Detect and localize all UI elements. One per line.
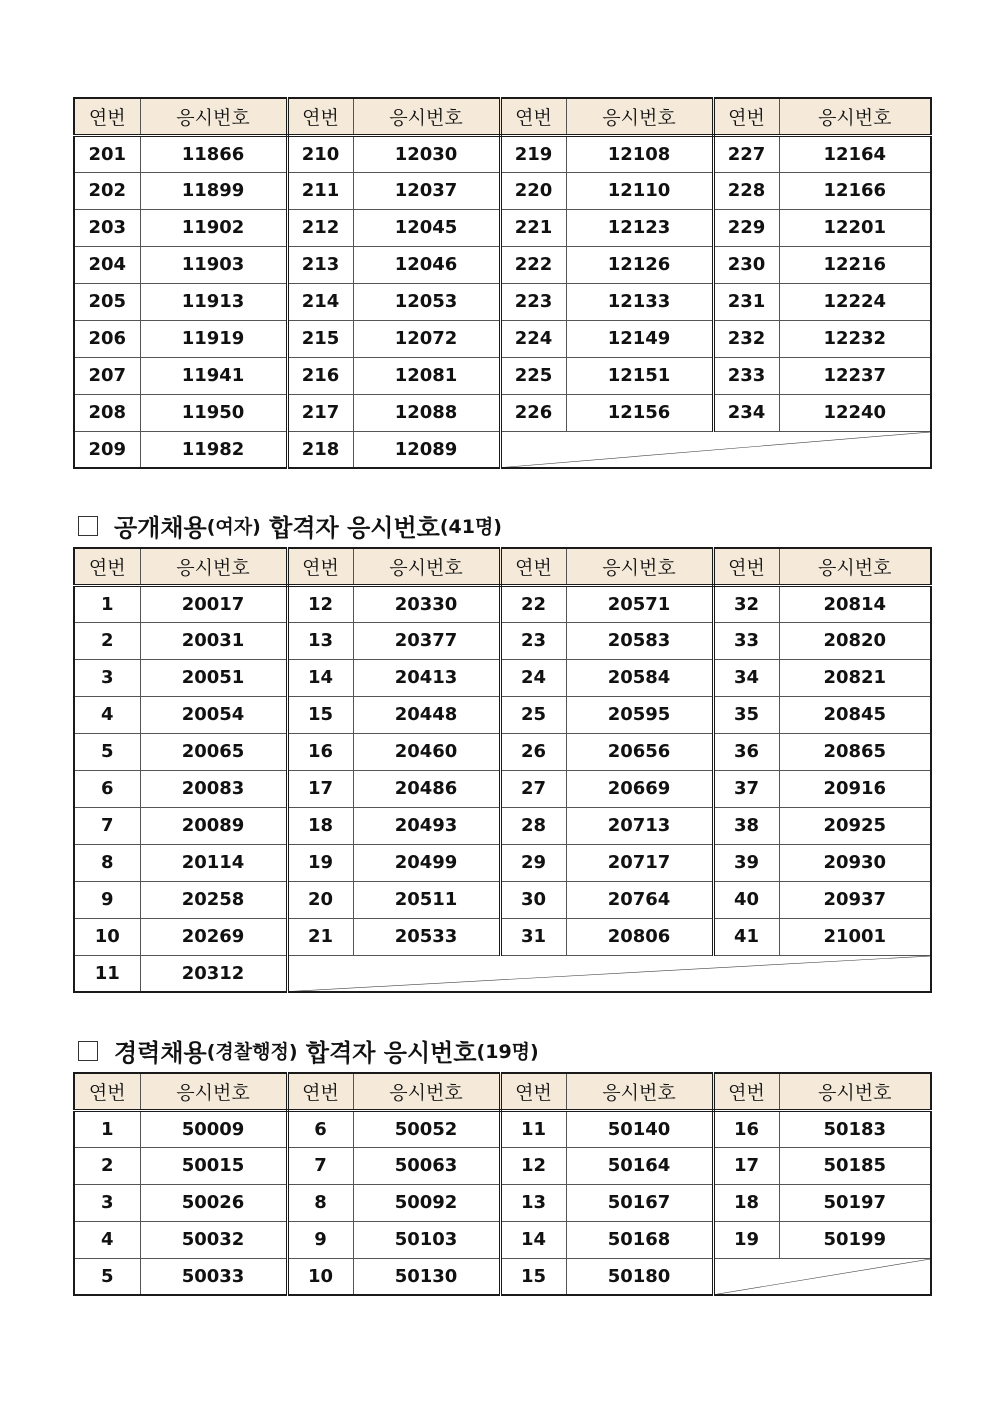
seq-cell: 12 xyxy=(287,585,353,622)
seq-cell: 15 xyxy=(500,1258,566,1295)
seq-cell: 226 xyxy=(500,394,566,431)
seq-cell: 1 xyxy=(74,1110,140,1147)
exam-number-cell: 12126 xyxy=(566,246,713,283)
exam-number-cell: 50052 xyxy=(353,1110,500,1147)
exam-number-cell: 20713 xyxy=(566,807,713,844)
exam-number-cell: 20584 xyxy=(566,659,713,696)
exam-number-cell: 11902 xyxy=(140,209,287,246)
exam-number-cell: 20669 xyxy=(566,770,713,807)
seq-cell: 9 xyxy=(74,881,140,918)
exam-number-cell: 50183 xyxy=(779,1110,931,1147)
table-header-row xyxy=(74,548,931,585)
seq-cell: 29 xyxy=(500,844,566,881)
exam-number-cell: 12151 xyxy=(566,357,713,394)
seq-cell: 4 xyxy=(74,696,140,733)
seq-cell: 222 xyxy=(500,246,566,283)
seq-cell: 10 xyxy=(74,918,140,955)
exam-number-cell: 12046 xyxy=(353,246,500,283)
header-exam-number: 응시번호 xyxy=(566,548,713,585)
table-row xyxy=(74,807,931,844)
exam-number-cell: 50009 xyxy=(140,1110,287,1147)
exam-number-cell: 20269 xyxy=(140,918,287,955)
exam-number-cell: 12072 xyxy=(353,320,500,357)
exam-number-cell: 20017 xyxy=(140,585,287,622)
seq-cell: 231 xyxy=(713,283,779,320)
exam-number-cell: 11919 xyxy=(140,320,287,357)
header-seq: 연번 xyxy=(74,548,140,585)
seq-cell: 223 xyxy=(500,283,566,320)
exam-number-cell: 50063 xyxy=(353,1147,500,1184)
table-row xyxy=(74,622,931,659)
seq-cell: 28 xyxy=(500,807,566,844)
exam-number-cell: 12045 xyxy=(353,209,500,246)
seq-cell: 234 xyxy=(713,394,779,431)
diagonal-line xyxy=(502,432,931,468)
seq-cell: 8 xyxy=(74,844,140,881)
table-row xyxy=(74,881,931,918)
empty-cell-diagonal xyxy=(287,955,931,992)
seq-cell: 2 xyxy=(74,622,140,659)
seq-cell: 6 xyxy=(74,770,140,807)
table-row xyxy=(74,733,931,770)
exam-number-cell: 20806 xyxy=(566,918,713,955)
exam-number-cell: 20114 xyxy=(140,844,287,881)
exam-number-cell: 12166 xyxy=(779,172,931,209)
header-exam-number: 응시번호 xyxy=(140,98,287,135)
header-exam-number: 응시번호 xyxy=(140,1073,287,1110)
seq-cell: 215 xyxy=(287,320,353,357)
exam-number-cell: 20511 xyxy=(353,881,500,918)
exam-number-cell: 12110 xyxy=(566,172,713,209)
seq-cell: 7 xyxy=(287,1147,353,1184)
exam-number-cell: 20821 xyxy=(779,659,931,696)
section-title-main: 경력채용 xyxy=(114,1039,207,1067)
header-seq: 연번 xyxy=(500,98,566,135)
seq-cell: 212 xyxy=(287,209,353,246)
seq-cell: 37 xyxy=(713,770,779,807)
exam-number-cell: 20054 xyxy=(140,696,287,733)
exam-number-cell: 12224 xyxy=(779,283,931,320)
seq-cell: 39 xyxy=(713,844,779,881)
exam-number-cell: 20916 xyxy=(779,770,931,807)
exam-number-cell: 20937 xyxy=(779,881,931,918)
exam-number-cell: 20083 xyxy=(140,770,287,807)
exam-number-cell: 12156 xyxy=(566,394,713,431)
seq-cell: 13 xyxy=(500,1184,566,1221)
seq-cell: 5 xyxy=(74,1258,140,1295)
seq-cell: 216 xyxy=(287,357,353,394)
exam-number-cell: 20717 xyxy=(566,844,713,881)
seq-cell: 233 xyxy=(713,357,779,394)
header-seq: 연번 xyxy=(287,1073,353,1110)
seq-cell: 229 xyxy=(713,209,779,246)
exam-number-cell: 50168 xyxy=(566,1221,713,1258)
seq-cell: 205 xyxy=(74,283,140,320)
exam-number-cell: 21001 xyxy=(779,918,931,955)
seq-cell: 20 xyxy=(287,881,353,918)
checkbox-square-icon xyxy=(78,516,98,536)
exam-number-cell: 50026 xyxy=(140,1184,287,1221)
seq-cell: 17 xyxy=(287,770,353,807)
exam-number-cell: 50032 xyxy=(140,1221,287,1258)
exam-number-cell: 20533 xyxy=(353,918,500,955)
table-row xyxy=(74,394,931,431)
seq-cell: 34 xyxy=(713,659,779,696)
seq-cell: 17 xyxy=(713,1147,779,1184)
seq-cell: 40 xyxy=(713,881,779,918)
header-seq: 연번 xyxy=(74,1073,140,1110)
seq-cell: 203 xyxy=(74,209,140,246)
seq-cell: 23 xyxy=(500,622,566,659)
header-exam-number: 응시번호 xyxy=(353,548,500,585)
exam-number-cell: 12123 xyxy=(566,209,713,246)
exam-number-cell: 50092 xyxy=(353,1184,500,1221)
table-row xyxy=(74,585,931,622)
table-row xyxy=(74,1110,931,1147)
seq-cell: 9 xyxy=(287,1221,353,1258)
header-seq: 연번 xyxy=(500,548,566,585)
seq-cell: 18 xyxy=(287,807,353,844)
seq-cell: 11 xyxy=(500,1110,566,1147)
table-row xyxy=(74,1147,931,1184)
seq-cell: 14 xyxy=(500,1221,566,1258)
seq-cell: 27 xyxy=(500,770,566,807)
exam-number-cell: 50130 xyxy=(353,1258,500,1295)
exam-number-cell: 50164 xyxy=(566,1147,713,1184)
exam-number-cell: 20925 xyxy=(779,807,931,844)
header-seq: 연번 xyxy=(287,98,353,135)
seq-cell: 26 xyxy=(500,733,566,770)
exam-number-cell: 50033 xyxy=(140,1258,287,1295)
seq-cell: 232 xyxy=(713,320,779,357)
header-exam-number: 응시번호 xyxy=(353,1073,500,1110)
seq-cell: 32 xyxy=(713,585,779,622)
seq-cell: 33 xyxy=(713,622,779,659)
exam-number-cell: 11866 xyxy=(140,135,287,172)
seq-cell: 211 xyxy=(287,172,353,209)
exam-number-cell: 12081 xyxy=(353,357,500,394)
results-table-female xyxy=(73,547,932,993)
seq-cell: 202 xyxy=(74,172,140,209)
exam-number-cell: 20595 xyxy=(566,696,713,733)
exam-number-cell: 11982 xyxy=(140,431,287,468)
seq-cell: 31 xyxy=(500,918,566,955)
exam-number-cell: 20051 xyxy=(140,659,287,696)
seq-cell: 221 xyxy=(500,209,566,246)
seq-cell: 3 xyxy=(74,1184,140,1221)
seq-cell: 16 xyxy=(713,1110,779,1147)
header-seq: 연번 xyxy=(713,98,779,135)
seq-cell: 207 xyxy=(74,357,140,394)
seq-cell: 38 xyxy=(713,807,779,844)
table-row xyxy=(74,1184,931,1221)
table-header-row xyxy=(74,1073,931,1110)
seq-cell: 204 xyxy=(74,246,140,283)
seq-cell: 209 xyxy=(74,431,140,468)
section-title-count: (41명) xyxy=(439,516,502,538)
section-title-count: (19명) xyxy=(476,1041,539,1063)
seq-cell: 1 xyxy=(74,585,140,622)
section-title-paren: (여자) xyxy=(206,516,261,538)
exam-number-cell: 50197 xyxy=(779,1184,931,1221)
exam-number-cell: 20486 xyxy=(353,770,500,807)
exam-number-cell: 12240 xyxy=(779,394,931,431)
seq-cell: 14 xyxy=(287,659,353,696)
seq-cell: 224 xyxy=(500,320,566,357)
exam-number-cell: 20583 xyxy=(566,622,713,659)
table-row xyxy=(74,918,931,955)
table-row xyxy=(74,1258,931,1295)
section-title-rest: 합격자 응시번호 xyxy=(297,1039,477,1067)
header-exam-number: 응시번호 xyxy=(566,98,713,135)
seq-cell: 214 xyxy=(287,283,353,320)
seq-cell: 201 xyxy=(74,135,140,172)
exam-number-cell: 20460 xyxy=(353,733,500,770)
seq-cell: 217 xyxy=(287,394,353,431)
exam-number-cell: 12133 xyxy=(566,283,713,320)
seq-cell: 213 xyxy=(287,246,353,283)
diagonal-line xyxy=(715,1259,931,1295)
header-seq: 연번 xyxy=(713,1073,779,1110)
seq-cell: 22 xyxy=(500,585,566,622)
table-row xyxy=(74,844,931,881)
seq-cell: 219 xyxy=(500,135,566,172)
exam-number-cell: 11941 xyxy=(140,357,287,394)
exam-number-cell: 20764 xyxy=(566,881,713,918)
seq-cell: 41 xyxy=(713,918,779,955)
header-exam-number: 응시번호 xyxy=(566,1073,713,1110)
exam-number-cell: 11950 xyxy=(140,394,287,431)
seq-cell: 30 xyxy=(500,881,566,918)
exam-number-cell: 12201 xyxy=(779,209,931,246)
exam-number-cell: 20814 xyxy=(779,585,931,622)
exam-number-cell: 20031 xyxy=(140,622,287,659)
table-row xyxy=(74,172,931,209)
seq-cell: 4 xyxy=(74,1221,140,1258)
table-row xyxy=(74,955,931,992)
exam-number-cell: 20413 xyxy=(353,659,500,696)
exam-number-cell: 20330 xyxy=(353,585,500,622)
seq-cell: 2 xyxy=(74,1147,140,1184)
exam-number-cell: 50103 xyxy=(353,1221,500,1258)
exam-number-cell: 20377 xyxy=(353,622,500,659)
exam-number-cell: 12232 xyxy=(779,320,931,357)
exam-number-cell: 50167 xyxy=(566,1184,713,1221)
exam-number-cell: 11913 xyxy=(140,283,287,320)
seq-cell: 8 xyxy=(287,1184,353,1221)
table-row xyxy=(74,283,931,320)
seq-cell: 19 xyxy=(713,1221,779,1258)
header-exam-number: 응시번호 xyxy=(779,1073,931,1110)
header-exam-number: 응시번호 xyxy=(779,548,931,585)
exam-number-cell: 50015 xyxy=(140,1147,287,1184)
exam-number-cell: 20930 xyxy=(779,844,931,881)
exam-number-cell: 50185 xyxy=(779,1147,931,1184)
exam-number-cell: 20493 xyxy=(353,807,500,844)
seq-cell: 16 xyxy=(287,733,353,770)
exam-number-cell: 20845 xyxy=(779,696,931,733)
exam-number-cell: 12216 xyxy=(779,246,931,283)
seq-cell: 10 xyxy=(287,1258,353,1295)
seq-cell: 18 xyxy=(713,1184,779,1221)
seq-cell: 7 xyxy=(74,807,140,844)
exam-number-cell: 12164 xyxy=(779,135,931,172)
header-exam-number: 응시번호 xyxy=(140,548,287,585)
exam-number-cell: 20089 xyxy=(140,807,287,844)
seq-cell: 19 xyxy=(287,844,353,881)
exam-number-cell: 20865 xyxy=(779,733,931,770)
exam-number-cell: 20065 xyxy=(140,733,287,770)
seq-cell: 6 xyxy=(287,1110,353,1147)
empty-cell-diagonal xyxy=(713,1258,931,1295)
section-title-paren: (경찰행정) xyxy=(206,1041,298,1063)
seq-cell: 5 xyxy=(74,733,140,770)
seq-cell: 15 xyxy=(287,696,353,733)
exam-number-cell: 11899 xyxy=(140,172,287,209)
exam-number-cell: 12037 xyxy=(353,172,500,209)
exam-number-cell: 12237 xyxy=(779,357,931,394)
table-row xyxy=(74,431,931,468)
exam-number-cell: 12108 xyxy=(566,135,713,172)
section-title-main: 공개채용 xyxy=(114,514,207,542)
exam-number-cell: 20258 xyxy=(140,881,287,918)
seq-cell: 225 xyxy=(500,357,566,394)
exam-number-cell: 12088 xyxy=(353,394,500,431)
seq-cell: 13 xyxy=(287,622,353,659)
exam-number-cell: 12089 xyxy=(353,431,500,468)
exam-number-cell: 20499 xyxy=(353,844,500,881)
section-title-rest: 합격자 응시번호 xyxy=(260,514,440,542)
exam-number-cell: 20448 xyxy=(353,696,500,733)
exam-number-cell: 12053 xyxy=(353,283,500,320)
seq-cell: 228 xyxy=(713,172,779,209)
section-title-career-police-admin xyxy=(78,1033,539,1068)
table-row xyxy=(74,320,931,357)
diagonal-line xyxy=(289,956,931,992)
table-row xyxy=(74,246,931,283)
table-row xyxy=(74,135,931,172)
seq-cell: 206 xyxy=(74,320,140,357)
table-header-row xyxy=(74,98,931,135)
exam-number-cell: 20312 xyxy=(140,955,287,992)
table-row xyxy=(74,659,931,696)
results-table-career xyxy=(73,1072,932,1296)
empty-cell-diagonal xyxy=(500,431,931,468)
seq-cell: 11 xyxy=(74,955,140,992)
results-table-continued xyxy=(73,97,932,469)
seq-cell: 24 xyxy=(500,659,566,696)
seq-cell: 208 xyxy=(74,394,140,431)
header-seq: 연번 xyxy=(713,548,779,585)
header-seq: 연번 xyxy=(500,1073,566,1110)
exam-number-cell: 50140 xyxy=(566,1110,713,1147)
checkbox-square-icon xyxy=(78,1041,98,1061)
header-seq: 연번 xyxy=(287,548,353,585)
exam-number-cell: 12030 xyxy=(353,135,500,172)
seq-cell: 220 xyxy=(500,172,566,209)
header-exam-number: 응시번호 xyxy=(779,98,931,135)
exam-number-cell: 12149 xyxy=(566,320,713,357)
table-row xyxy=(74,1221,931,1258)
exam-number-cell: 11903 xyxy=(140,246,287,283)
seq-cell: 230 xyxy=(713,246,779,283)
seq-cell: 12 xyxy=(500,1147,566,1184)
exam-number-cell: 20571 xyxy=(566,585,713,622)
table-row xyxy=(74,357,931,394)
seq-cell: 36 xyxy=(713,733,779,770)
table-row xyxy=(74,696,931,733)
table-row xyxy=(74,209,931,246)
seq-cell: 35 xyxy=(713,696,779,733)
seq-cell: 25 xyxy=(500,696,566,733)
seq-cell: 218 xyxy=(287,431,353,468)
exam-number-cell: 50180 xyxy=(566,1258,713,1295)
seq-cell: 3 xyxy=(74,659,140,696)
seq-cell: 210 xyxy=(287,135,353,172)
exam-number-cell: 20656 xyxy=(566,733,713,770)
exam-number-cell: 20820 xyxy=(779,622,931,659)
header-exam-number: 응시번호 xyxy=(353,98,500,135)
header-seq: 연번 xyxy=(74,98,140,135)
seq-cell: 227 xyxy=(713,135,779,172)
section-title-open-recruitment-female xyxy=(78,508,502,543)
seq-cell: 21 xyxy=(287,918,353,955)
table-row xyxy=(74,770,931,807)
exam-number-cell: 50199 xyxy=(779,1221,931,1258)
